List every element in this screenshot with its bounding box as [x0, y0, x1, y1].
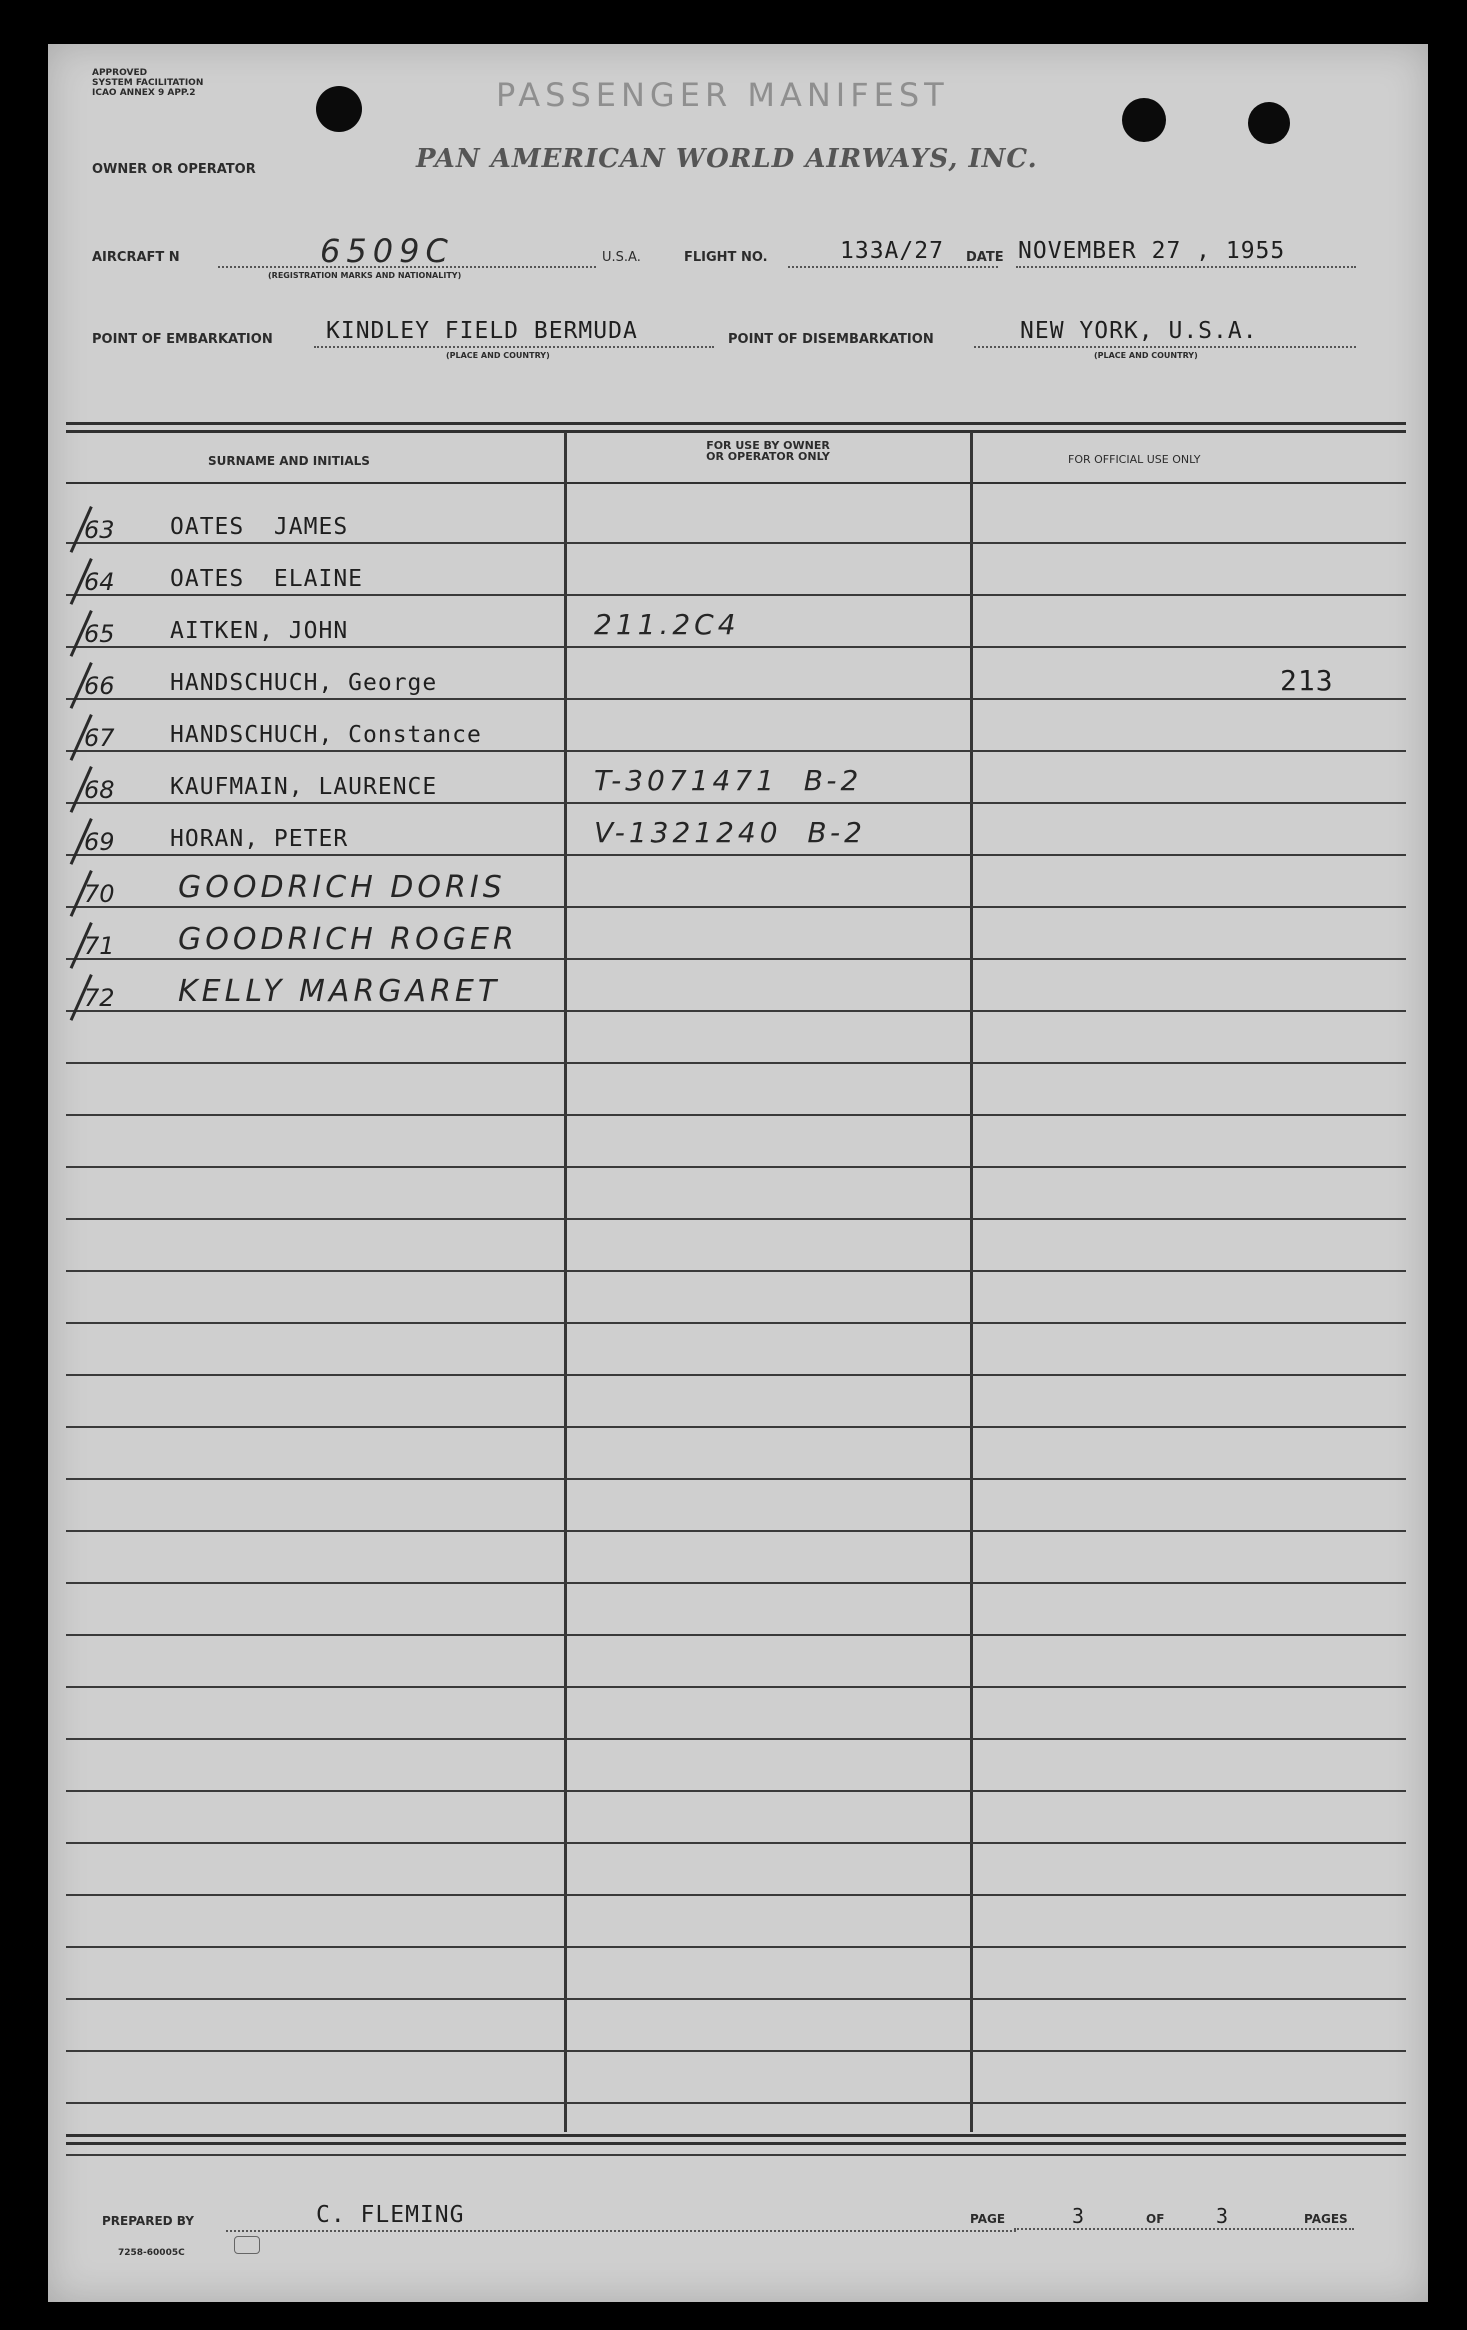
disembark-value: NEW YORK, U.S.A. [1020, 318, 1258, 344]
passenger-number: 66 [84, 672, 115, 700]
row-rule [66, 2050, 1406, 2052]
table-top-rule [66, 422, 1406, 425]
operator-entry: 211.2C4 [594, 608, 740, 641]
page-label: PAGE [970, 2212, 1006, 2226]
disembark-line [974, 346, 1356, 348]
operator-entry: V-1321240 B-2 [594, 816, 866, 849]
row-rule [66, 1062, 1406, 1064]
prepared-label: PREPARED BY [102, 2214, 194, 2228]
embark-value: KINDLEY FIELD BERMUDA [326, 318, 638, 344]
flight-label: FLIGHT NO. [684, 250, 768, 265]
aircraft-number: 6509C [320, 232, 454, 270]
passenger-number: 72 [84, 984, 115, 1012]
row-rule [66, 1946, 1406, 1948]
row-rule [66, 1270, 1406, 1272]
row-rule [66, 750, 1406, 752]
manifest-document [48, 44, 1428, 2302]
passenger-name: GOODRICH ROGER [178, 922, 518, 957]
embark-label: POINT OF EMBARKATION [92, 332, 273, 347]
passenger-number: 65 [84, 620, 115, 648]
row-rule [66, 1322, 1406, 1324]
row-rule [66, 802, 1406, 804]
prepared-line [226, 2230, 1016, 2232]
date-line [1016, 266, 1356, 268]
row-rule [66, 646, 1406, 648]
row-rule [66, 2102, 1406, 2104]
passenger-name: OATES JAMES [170, 514, 349, 540]
passenger-name: HORAN, PETER [170, 826, 349, 852]
punch-hole-right-2 [1248, 102, 1290, 144]
passenger-number: 70 [84, 880, 115, 908]
row-rule [66, 698, 1406, 700]
passenger-number: 63 [84, 516, 115, 544]
passenger-number: 64 [84, 568, 115, 596]
embark-caption: (PLACE AND COUNTRY) [446, 351, 550, 360]
punch-hole-right-1 [1122, 98, 1166, 142]
row-rule [66, 854, 1406, 856]
form-number: 7258-60005C [118, 2248, 185, 2258]
registration-caption: (REGISTRATION MARKS AND NATIONALITY) [268, 271, 462, 280]
page-value: 3 [1072, 2204, 1086, 2228]
of-label: OF [1146, 2212, 1165, 2226]
column-header-operator: FOR USE BY OWNER OR OPERATOR ONLY [706, 439, 830, 463]
flight-line [788, 266, 998, 268]
row-rule [66, 1894, 1406, 1896]
row-rule [66, 1114, 1406, 1116]
row-rule [66, 2154, 1406, 2156]
table-bottom-rule-2 [66, 2142, 1406, 2145]
disembark-caption: (PLACE AND COUNTRY) [1094, 351, 1198, 360]
passenger-name: OATES ELAINE [170, 566, 364, 592]
passenger-name: GOODRICH DORIS [178, 870, 506, 905]
row-rule [66, 906, 1406, 908]
row-rule [66, 1166, 1406, 1168]
owner-label: OWNER OR OPERATOR [92, 162, 256, 177]
row-rule [66, 958, 1406, 960]
form-title: PASSENGER MANIFEST [496, 76, 949, 114]
column-divider-1 [564, 432, 567, 2132]
passenger-name: HANDSCHUCH, George [170, 670, 438, 696]
row-rule [66, 1426, 1406, 1428]
passenger-name: KELLY MARGARET [178, 974, 501, 1009]
row-rule [66, 1842, 1406, 1844]
row-rule [66, 1530, 1406, 1532]
row-rule [66, 1374, 1406, 1376]
pages-label: PAGES [1304, 2212, 1348, 2226]
embark-line [314, 346, 714, 348]
row-rule [66, 1582, 1406, 1584]
aircraft-label: AIRCRAFT N [92, 250, 180, 265]
passenger-name: AITKEN, JOHN [170, 618, 349, 644]
row-rule [66, 542, 1406, 544]
printer-mark [234, 2236, 260, 2254]
row-rule [66, 1218, 1406, 1220]
official-entry: 213 [1280, 664, 1334, 697]
approval-note: APPROVED SYSTEM FACILITATION ICAO ANNEX 9 APP.2 [92, 68, 204, 98]
row-rule [66, 1686, 1406, 1688]
passenger-number: 71 [84, 932, 115, 960]
pages-line [1014, 2228, 1354, 2230]
operator-entry: T-3071471 B-2 [594, 764, 863, 797]
usa-label: U.S.A. [602, 250, 641, 265]
row-rule [66, 1998, 1406, 2000]
date-label: DATE [966, 250, 1004, 265]
header-bottom-rule [66, 482, 1406, 484]
passenger-number: 67 [84, 724, 115, 752]
row-rule [66, 1790, 1406, 1792]
column-divider-2 [970, 432, 973, 2132]
table-bottom-rule [66, 2134, 1406, 2137]
flight-number: 133A/27 [840, 238, 944, 264]
table-top-rule-2 [66, 430, 1406, 433]
row-rule [66, 1634, 1406, 1636]
column-header-official: FOR OFFICIAL USE ONLY [1068, 453, 1201, 466]
row-rule [66, 1010, 1406, 1012]
passenger-name: HANDSCHUCH, Constance [170, 722, 482, 748]
prepared-value: C. FLEMING [316, 2202, 465, 2228]
disembark-label: POINT OF DISEMBARKATION [728, 332, 934, 347]
of-value: 3 [1216, 2204, 1230, 2228]
passenger-name: KAUFMAIN, LAURENCE [170, 774, 438, 800]
passenger-number: 69 [84, 828, 115, 856]
airline-name: PAN AMERICAN WORLD AIRWAYS, INC. [416, 144, 1038, 174]
passenger-number: 68 [84, 776, 115, 804]
punch-hole-left [316, 86, 362, 132]
row-rule [66, 1478, 1406, 1480]
row-rule [66, 1738, 1406, 1740]
column-header-surname: SURNAME AND INITIALS [208, 454, 370, 468]
flight-date: NOVEMBER 27 , 1955 [1018, 238, 1286, 264]
row-rule [66, 594, 1406, 596]
